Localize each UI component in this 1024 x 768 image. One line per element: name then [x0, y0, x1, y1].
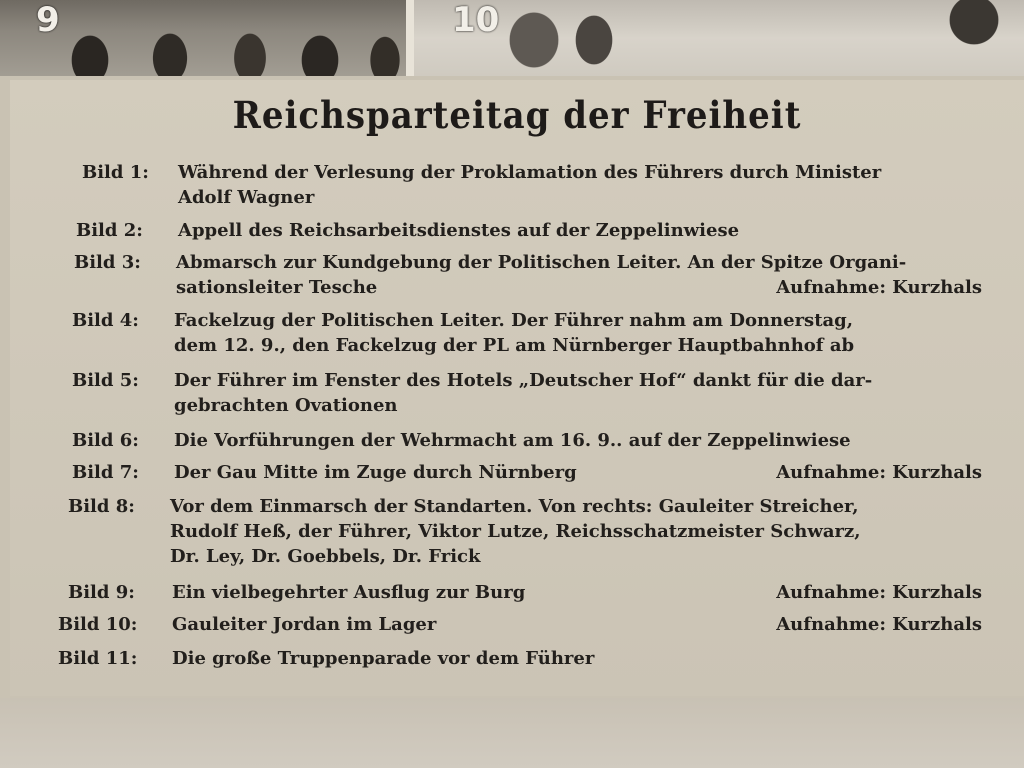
- caption-panel-inner: [10, 80, 1024, 696]
- caption-line: [174, 333, 982, 358]
- caption-line: [174, 368, 982, 393]
- photo-10: [414, 0, 1024, 76]
- caption-text: [174, 308, 982, 358]
- caption-text: [174, 460, 982, 485]
- caption-entry: [58, 646, 982, 671]
- caption-line-text: Adolf Wagner: [178, 187, 315, 208]
- caption-line-text: Der Gau Mitte im Zuge durch Nürnberg: [174, 462, 577, 483]
- caption-label: Bild 2:: [76, 220, 143, 241]
- caption-line: [172, 580, 982, 605]
- caption-line: [172, 612, 982, 637]
- caption-entry: [68, 580, 982, 605]
- caption-label: Bild 8:: [68, 496, 135, 517]
- caption-entry: [72, 428, 982, 453]
- caption-text: [174, 368, 982, 418]
- caption-entry: [58, 612, 982, 637]
- caption-line-text: Dr. Ley, Dr. Goebbels, Dr. Frick: [170, 546, 481, 567]
- caption-label: Bild 9:: [68, 582, 135, 603]
- photo-strip: [0, 0, 1024, 80]
- caption-entry: [72, 460, 982, 485]
- photo-credit: Aufnahme: Kurzhals: [776, 277, 982, 298]
- caption-line-text: Appell des Reichsarbeitsdienstes auf der Zeppelinwiese: [178, 220, 740, 241]
- caption-label: Bild 11:: [58, 648, 138, 669]
- caption-entry: [68, 494, 982, 569]
- caption-text: [174, 428, 982, 453]
- photo-9: [0, 0, 406, 76]
- caption-line: [178, 218, 982, 243]
- caption-line-text: Die große Truppenparade vor dem Führer: [172, 648, 595, 669]
- caption-text: [176, 250, 982, 300]
- caption-text: [172, 612, 982, 637]
- caption-line-text: sationsleiter Tesche: [176, 277, 378, 298]
- caption-text: [178, 218, 982, 243]
- photo-credit: Aufnahme: Kurzhals: [776, 462, 982, 483]
- caption-line-text: Rudolf Heß, der Führer, Viktor Lutze, Reichsschatzmeister Schwarz,: [170, 521, 861, 542]
- caption-line: [174, 308, 982, 333]
- caption-entry: [72, 368, 982, 418]
- caption-line-text: Die Vorführungen der Wehrmacht am 16. 9.. auf der Zeppelinwiese: [174, 430, 851, 451]
- caption-line: [178, 160, 982, 185]
- caption-text: [178, 160, 982, 210]
- page-title: Reichsparteitag der Freiheit: [232, 94, 802, 138]
- caption-line: [170, 544, 982, 569]
- photo-divider: [406, 0, 414, 76]
- caption-label: Bild 4:: [72, 310, 139, 331]
- caption-line: [174, 460, 982, 485]
- caption-line: [176, 275, 982, 300]
- caption-entry: [82, 160, 982, 210]
- caption-line-text: Gauleiter Jordan im Lager: [172, 614, 437, 635]
- caption-line: [174, 393, 982, 418]
- caption-line: [176, 250, 982, 275]
- caption-entry: [72, 308, 982, 358]
- caption-label: Bild 10:: [58, 614, 138, 635]
- caption-text: [172, 580, 982, 605]
- caption-text: [172, 646, 982, 671]
- caption-line: [170, 519, 982, 544]
- caption-label: Bild 6:: [72, 430, 139, 451]
- photo-number-10: 10: [452, 0, 500, 40]
- caption-text: [170, 494, 982, 569]
- caption-line-text: gebrachten Ovationen: [174, 395, 398, 416]
- caption-label: Bild 5:: [72, 370, 139, 391]
- caption-label: Bild 7:: [72, 462, 139, 483]
- caption-line: [174, 428, 982, 453]
- caption-entry: [76, 218, 982, 243]
- caption-line: [170, 494, 982, 519]
- photo-credit: Aufnahme: Kurzhals: [776, 582, 982, 603]
- caption-label: Bild 3:: [74, 252, 141, 273]
- caption-entry: [74, 250, 982, 300]
- caption-line-text: Während der Verlesung der Proklamation des Führers durch Minister: [178, 162, 882, 183]
- caption-line-text: Ein vielbegehrter Ausflug zur Burg: [172, 582, 526, 603]
- caption-line-text: Vor dem Einmarsch der Standarten. Von rechts: Gauleiter Streicher,: [170, 496, 859, 517]
- caption-line-text: Abmarsch zur Kundgebung der Politischen Leiter. An der Spitze Organi-: [176, 252, 907, 273]
- caption-label: Bild 1:: [82, 162, 149, 183]
- caption-line-text: Fackelzug der Politischen Leiter. Der Führer nahm am Donnerstag,: [174, 310, 854, 331]
- page-margin-bottom: [0, 698, 1024, 768]
- caption-line-text: Der Führer im Fenster des Hotels „Deutscher Hof“ dankt für die dar-: [174, 370, 873, 391]
- caption-line-text: dem 12. 9., den Fackelzug der PL am Nürnberger Hauptbahnhof ab: [174, 335, 855, 356]
- caption-panel: [0, 76, 1024, 698]
- caption-line: [178, 185, 982, 210]
- photo-credit: Aufnahme: Kurzhals: [776, 614, 982, 635]
- caption-line: [172, 646, 982, 671]
- photo-number-9: 9: [36, 0, 60, 40]
